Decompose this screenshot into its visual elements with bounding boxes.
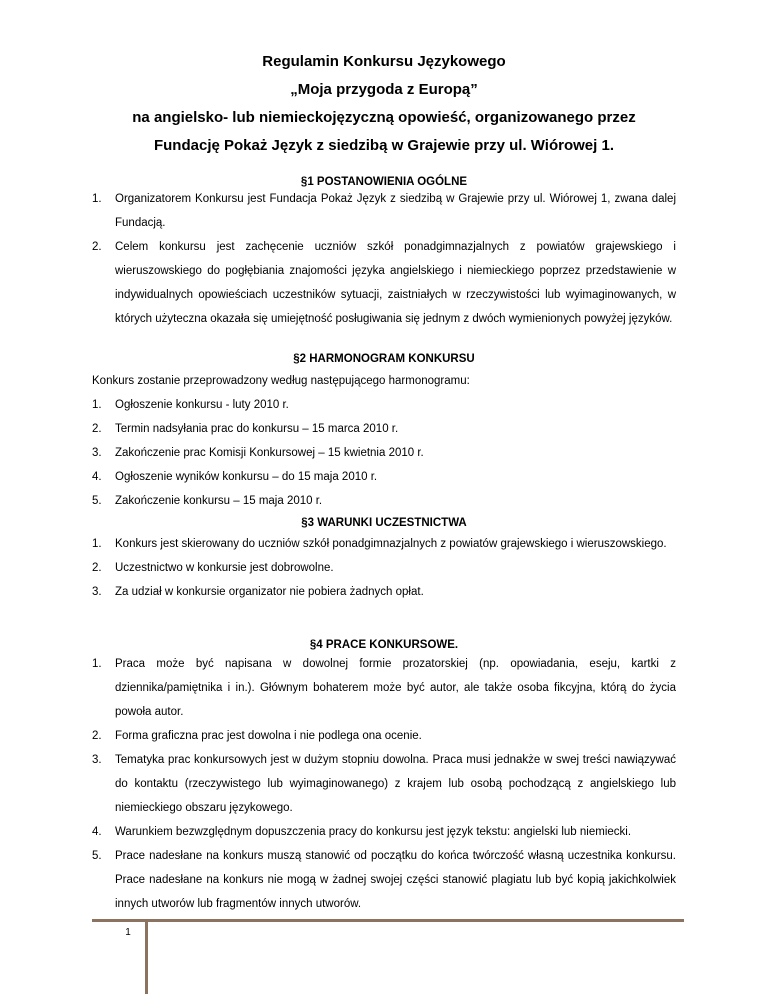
section-2-list bbox=[92, 393, 676, 513]
list-item: 2. Celem konkursu jest zachęcenie uczniów szkół ponadgimnazjalnych z powiatów grajewskiego i wieruszowskiego do pogłębiania znajomości języka angielskiego i niemieckiego poprzez przedstawienie w indywidualnych opowieściach uczestników sytuacji, zaistniałych w rzeczywistości lub wyimaginowanych, w których użyteczna okazała się umiejętność posługiwania się jednym z dwóch wymienionych powyżej języków. bbox=[92, 241, 676, 325]
section-1-heading: §1 POSTANOWIENIA OGÓLNE bbox=[300, 176, 468, 188]
list-item: 1. Konkurs jest skierowany do uczniów szkół ponadgimnazjalnych z powiatów grajewskiego i wieruszowskiego. bbox=[92, 538, 667, 550]
title-line-2: „Moja przygoda z Europą” bbox=[290, 81, 478, 98]
section-1-list bbox=[92, 187, 676, 331]
list-item: 5. Prace nadesłane na konkurs muszą stanowić od początku do końca twórczość własną uczestnika konkursu. Prace nadesłane na konkurs nie mogą w żadnej swojej części stanowić plagiatu lub być kopią jakichkolwiek innych utworów lub fragmentów innych utworów. bbox=[92, 850, 676, 910]
list-item: 2. Forma graficzna prac jest dowolna i nie podlega ona ocenie. bbox=[92, 730, 422, 742]
list-item: 4. Ogłoszenie wyników konkursu – do 15 maja 2010 r. bbox=[92, 471, 378, 483]
list-item: 3. Tematyka prac konkursowych jest w dużym stopniu dowolna. Praca musi jednakże w swej treści nawiązywać do kontaktu (rzeczywistego lub wyimaginowanego) z krajem lub osobą pochodzącą z angielskiego lub niemieckiego obszaru językowego. bbox=[92, 754, 676, 814]
list-item: 2. Uczestnictwo w konkursie jest dobrowolne. bbox=[92, 562, 334, 574]
title-line-3: na angielsko- lub niemieckojęzyczną opowieść, organizowanego przez bbox=[132, 109, 636, 126]
title-line-4: Fundację Pokaż Język z siedzibą w Grajewie przy ul. Wiórowej 1. bbox=[153, 137, 614, 154]
section-3-heading: §3 WARUNKI UCZESTNICTWA bbox=[301, 517, 467, 529]
document-title bbox=[92, 48, 676, 160]
section-2-intro: Konkurs zostanie przeprowadzony według następującego harmonogramu: bbox=[92, 375, 470, 387]
section-3-list bbox=[92, 532, 676, 604]
list-item: 1. Praca może być napisana w dowolnej formie prozatorskiej (np. opowiadania, eseju, kartki z dziennika/pamiętnika i in.). Głównym bohaterem może być autor, ale także osoba fikcyjna, którą do życia powoła autor. bbox=[92, 658, 676, 718]
list-item: 1. Ogłoszenie konkursu - luty 2010 r. bbox=[92, 399, 289, 411]
section-2-heading: §2 HARMONOGRAM KONKURSU bbox=[293, 353, 475, 365]
footer-vertical-divider bbox=[145, 919, 148, 994]
footer-divider bbox=[92, 919, 684, 922]
list-item: 3. Za udział w konkursie organizator nie pobiera żadnych opłat. bbox=[92, 586, 424, 598]
list-item: 5. Zakończenie konkursu – 15 maja 2010 r. bbox=[92, 495, 323, 507]
section-4-heading: §4 PRACE KONKURSOWE. bbox=[309, 639, 459, 651]
section-4-list bbox=[92, 652, 676, 916]
list-item: 3. Zakończenie prac Komisji Konkursowej – 15 kwietnia 2010 r. bbox=[92, 447, 424, 459]
title-line-1: Regulamin Konkursu Językowego bbox=[262, 53, 506, 70]
list-item: 4. Warunkiem bezwzględnym dopuszczenia pracy do konkursu jest język tekstu: angielski lub niemiecki. bbox=[92, 826, 632, 838]
list-item: 2. Termin nadsyłania prac do konkursu – 15 marca 2010 r. bbox=[92, 423, 399, 435]
list-item: 1. Organizatorem Konkursu jest Fundacja Pokaż Język z siedzibą w Grajewie przy ul. Wiórowej 1, zwana dalej Fundacją. bbox=[92, 193, 676, 229]
page-number: 1 bbox=[125, 927, 131, 938]
